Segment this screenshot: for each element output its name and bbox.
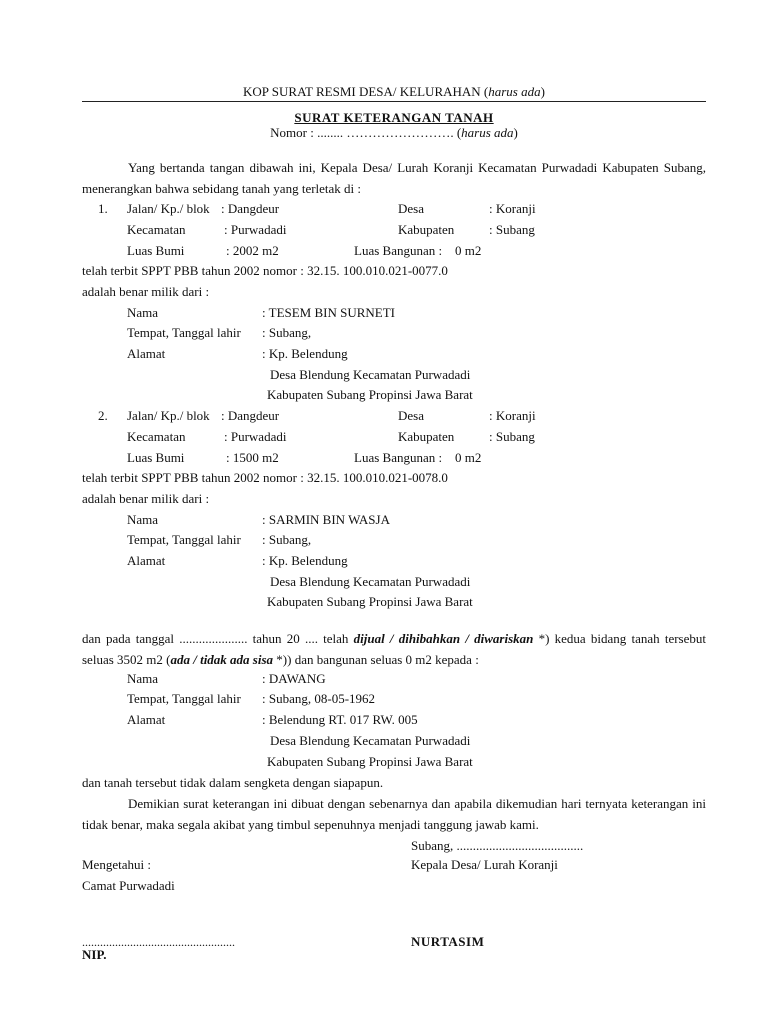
value-kecamatan: : Purwadadi <box>224 222 287 237</box>
document-number: Nomor : ........ ……………………. (harus ada) <box>270 125 518 140</box>
value-nama: : DAWANG <box>262 671 326 686</box>
value-kecamatan: : Purwadadi <box>224 429 287 444</box>
label-alamat: Alamat <box>127 346 166 361</box>
sppt-line: telah terbit SPPT PBB tahun 2002 nomor : 32.15. 100.010.021-0077.0 <box>82 263 448 278</box>
intro-paragraph: Yang bertanda tangan dibawah ini, Kepala Desa/ Lurah Koranji Kecamatan Purwadadi Kabupaten Subang, menerangkan bahwa sebidang tanah yang terletak di : <box>82 160 706 196</box>
signatory-name: NURTASIM <box>411 934 485 949</box>
value-ttl: : Subang, 08-05-1962 <box>262 691 376 706</box>
label-alamat: Alamat <box>127 553 166 568</box>
transfer-paragraph: dan pada tanggal ..................... tahun 20 .... telah dijual / dihibahkan / diwariskan *) kedua bidang tanah tersebut seluas 3502 m2 (ada / tidak ada sisa *)) dan bangunan seluas 0 m2 kepada : <box>82 631 706 667</box>
label-jalan: Jalan/ Kp./ blok <box>127 408 210 423</box>
sengketa-line: dan tanah tersebut tidak dalam sengketa dengan siapapun. <box>82 775 384 790</box>
label-desa: Desa <box>398 408 424 423</box>
label-ttl: Tempat, Tanggal lahir <box>127 532 241 547</box>
sppt-line: telah terbit SPPT PBB tahun 2002 nomor : 32.15. 100.010.021-0078.0 <box>82 470 448 485</box>
label-luas-bumi: Luas Bumi <box>127 243 185 258</box>
value-alamat-2: Desa Blendung Kecamatan Purwadadi <box>270 367 471 382</box>
label-jalan: Jalan/ Kp./ blok <box>127 201 210 216</box>
value-luas-bumi: : 2002 m2 <box>226 243 279 258</box>
value-alamat-3: Kabupaten Subang Propinsi Jawa Barat <box>267 754 473 769</box>
camat-title: Camat Purwadadi <box>82 878 175 893</box>
value-jalan: : Dangdeur <box>221 408 280 423</box>
milik-label: adalah benar milik dari : <box>82 491 210 506</box>
label-desa: Desa <box>398 201 424 216</box>
mengetahui-label: Mengetahui : <box>82 857 151 872</box>
value-alamat: : Kp. Belendung <box>262 553 348 568</box>
value-luas-bumi: : 1500 m2 <box>226 450 279 465</box>
label-luas-bumi: Luas Bumi <box>127 450 185 465</box>
value-ttl: : Subang, <box>262 325 312 340</box>
value-desa: : Koranji <box>489 201 536 216</box>
label-nama: Nama <box>127 305 159 320</box>
value-alamat: : Belendung RT. 017 RW. 005 <box>262 712 418 727</box>
letterhead: KOP SURAT RESMI DESA/ KELURAHAN (harus ada) <box>243 84 545 99</box>
value-alamat-2: Desa Blendung Kecamatan Purwadadi <box>270 733 471 748</box>
parcel-number: 1. <box>98 201 108 216</box>
value-kabupaten: : Subang <box>489 429 535 444</box>
label-luas-bangunan: Luas Bangunan : <box>354 243 443 258</box>
label-ttl: Tempat, Tanggal lahir <box>127 691 241 706</box>
value-nama: : SARMIN BIN WASJA <box>262 512 390 527</box>
document-title: SURAT KETERANGAN TANAH <box>294 110 494 125</box>
kepala-desa-title: Kepala Desa/ Lurah Koranji <box>411 857 558 872</box>
value-nama: : TESEM BIN SURNETI <box>262 305 396 320</box>
label-ttl: Tempat, Tanggal lahir <box>127 325 241 340</box>
value-alamat-2: Desa Blendung Kecamatan Purwadadi <box>270 574 471 589</box>
value-jalan: : Dangdeur <box>221 201 280 216</box>
label-nama: Nama <box>127 512 159 527</box>
label-luas-bangunan: Luas Bangunan : <box>354 450 443 465</box>
value-desa: : Koranji <box>489 408 536 423</box>
place-date: Subang, ....................................... <box>411 838 584 853</box>
value-alamat-3: Kabupaten Subang Propinsi Jawa Barat <box>267 387 473 402</box>
milik-label: adalah benar milik dari : <box>82 284 210 299</box>
value-ttl: : Subang, <box>262 532 312 547</box>
label-kabupaten: Kabupaten <box>398 222 455 237</box>
value-kabupaten: : Subang <box>489 222 535 237</box>
label-nama: Nama <box>127 671 159 686</box>
value-luas-bangunan: 0 m2 <box>455 450 482 465</box>
label-kecamatan: Kecamatan <box>127 429 186 444</box>
letterhead-rule <box>82 101 706 102</box>
label-kecamatan: Kecamatan <box>127 222 186 237</box>
nip-label: NIP. <box>82 947 107 962</box>
closing-paragraph: Demikian surat keterangan ini dibuat dengan sebenarnya dan apabila dikemudian hari ternyata keterangan ini tidak benar, maka segala akibat yang timbul sepenuhnya menjadi tanggung jawab kami. <box>82 796 706 832</box>
label-alamat: Alamat <box>127 712 166 727</box>
label-kabupaten: Kabupaten <box>398 429 455 444</box>
camat-signature-dots: ................................................... <box>82 935 235 949</box>
parcel-number: 2. <box>98 408 108 423</box>
value-alamat-3: Kabupaten Subang Propinsi Jawa Barat <box>267 594 473 609</box>
value-luas-bangunan: 0 m2 <box>455 243 482 258</box>
value-alamat: : Kp. Belendung <box>262 346 348 361</box>
